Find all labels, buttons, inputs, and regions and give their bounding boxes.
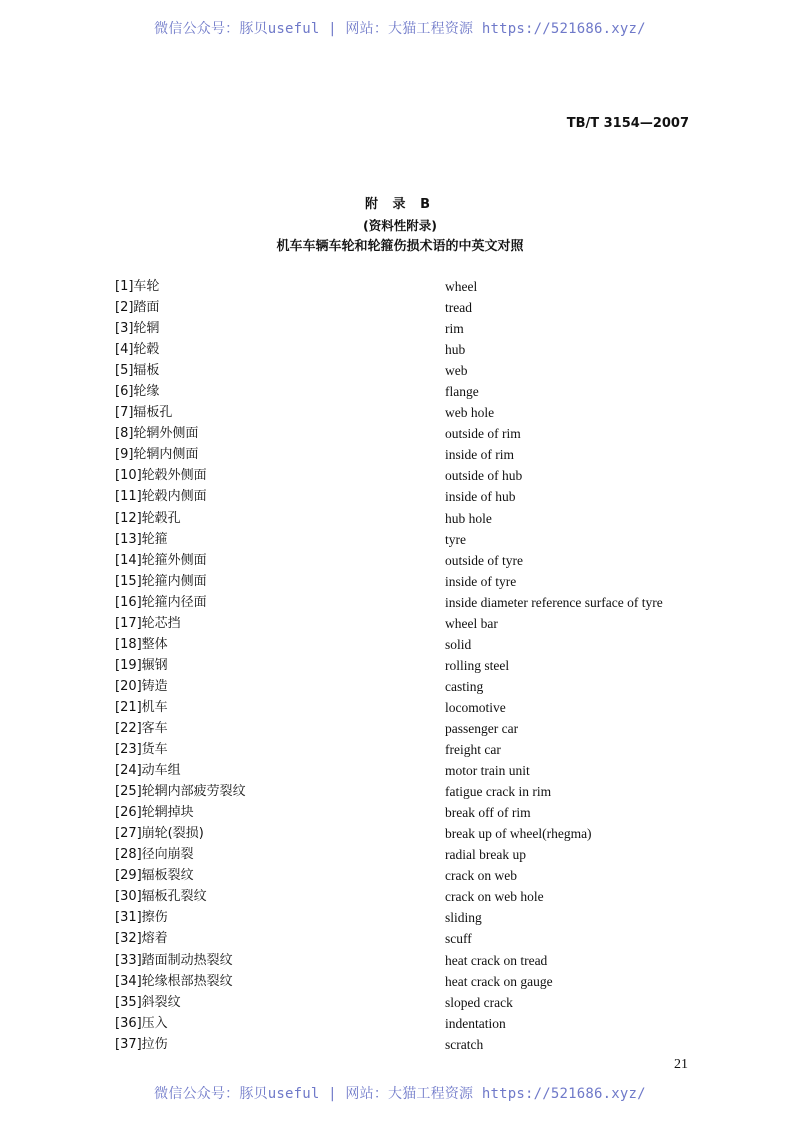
term-row <box>115 529 715 550</box>
term-english: hub hole <box>445 510 492 526</box>
term-chinese: [1]车轮 <box>115 279 160 294</box>
term-english: web <box>445 363 468 379</box>
term-chinese: [18]整体 <box>115 636 168 652</box>
term-english: radial break up <box>445 847 526 863</box>
term-row <box>115 802 715 823</box>
term-english: outside of hub <box>445 468 523 484</box>
term-english: motor train unit <box>445 763 530 779</box>
term-chinese: [23]货车 <box>115 742 168 758</box>
term-english: solid <box>445 636 472 652</box>
term-row <box>115 550 715 571</box>
term-english: break off of rim <box>445 805 531 821</box>
term-row <box>115 781 715 802</box>
term-chinese: [30]辐板孔裂纹 <box>115 889 207 905</box>
term-chinese: [25]轮辋内部疲劳裂纹 <box>115 784 246 800</box>
term-chinese: [9]轮辋内侧面 <box>115 447 199 463</box>
term-english: indentation <box>445 1015 506 1031</box>
term-row <box>115 444 715 465</box>
term-row <box>115 339 715 360</box>
term-row <box>115 928 715 949</box>
term-chinese: [3]轮辋 <box>115 321 160 337</box>
term-row <box>115 508 715 529</box>
term-chinese: [24]动车组 <box>115 763 181 779</box>
term-row <box>115 613 715 634</box>
term-english: sliding <box>445 910 482 926</box>
term-row <box>115 823 715 844</box>
term-chinese: [8]轮辋外侧面 <box>115 426 199 442</box>
term-row <box>115 907 715 928</box>
term-row <box>115 486 715 507</box>
term-row <box>115 402 715 423</box>
term-chinese: [22]客车 <box>115 720 168 736</box>
term-english: heat crack on gauge <box>445 973 553 989</box>
term-english: scratch <box>445 1036 484 1052</box>
appendix-label: 附 录 B <box>365 197 435 212</box>
term-english: outside of rim <box>445 426 521 442</box>
term-english: flange <box>445 384 479 400</box>
term-row <box>115 634 715 655</box>
term-chinese: [13]轮箍 <box>115 531 168 547</box>
term-chinese: [12]轮毂孔 <box>115 510 181 526</box>
term-chinese: [35]斜裂纹 <box>115 994 181 1010</box>
term-english: wheel <box>445 279 478 294</box>
appendix-type: (资料性附录) <box>363 218 437 233</box>
term-row <box>115 276 715 297</box>
term-row <box>115 676 715 697</box>
term-chinese: [19]辗钢 <box>115 657 168 673</box>
page-number: 21 <box>674 1057 688 1072</box>
term-chinese: [2]踏面 <box>115 300 160 316</box>
term-english: inside diameter reference surface of tyre <box>445 594 663 610</box>
term-english: locomotive <box>445 699 506 715</box>
term-english: freight car <box>445 742 501 758</box>
term-chinese: [36]压入 <box>115 1015 168 1031</box>
term-english: inside of hub <box>445 489 516 505</box>
term-row <box>115 381 715 402</box>
term-chinese: [21]机车 <box>115 699 168 715</box>
watermark-bottom: 微信公众号：豚贝useful | 网站：大猫工程资源 https://521686.xyz/ <box>154 1086 646 1102</box>
term-chinese: [29]辐板裂纹 <box>115 868 194 884</box>
term-chinese: [16]轮箍内径面 <box>115 594 207 610</box>
term-english: web hole <box>445 405 495 421</box>
term-english: inside of rim <box>445 447 514 463</box>
term-english: rolling steel <box>445 657 510 673</box>
term-chinese: [32]熔着 <box>115 931 168 947</box>
term-chinese: [6]轮缘 <box>115 384 160 400</box>
term-english: crack on web hole <box>445 889 544 905</box>
term-chinese: [14]轮箍外侧面 <box>115 552 207 568</box>
term-row <box>115 886 715 907</box>
term-row <box>115 360 715 381</box>
term-english: scuff <box>445 931 472 947</box>
term-english: tread <box>445 300 472 316</box>
term-english: inside of tyre <box>445 573 517 589</box>
appendix-title: 机车车辆车轮和轮箍伤损术语的中英文对照 <box>276 239 524 254</box>
term-row <box>115 971 715 992</box>
term-chinese: [31]擦伤 <box>115 910 168 926</box>
term-row <box>115 992 715 1013</box>
term-english: wheel bar <box>445 615 498 631</box>
term-chinese: [10]轮毂外侧面 <box>115 468 207 484</box>
term-chinese: [34]轮缘根部热裂纹 <box>115 973 233 989</box>
term-english: heat crack on tread <box>445 952 548 968</box>
term-row <box>115 423 715 444</box>
term-row <box>115 697 715 718</box>
term-row <box>115 950 715 971</box>
term-chinese: [17]轮芯挡 <box>115 615 181 631</box>
term-chinese: [20]铸造 <box>115 678 168 694</box>
term-row <box>115 592 715 613</box>
term-list <box>115 276 715 1055</box>
term-english: break up of wheel(rhegma) <box>445 826 592 842</box>
term-chinese: [28]径向崩裂 <box>115 847 194 863</box>
term-row <box>115 571 715 592</box>
term-chinese: [27]崩轮(裂损) <box>115 826 204 842</box>
term-english: sloped crack <box>445 994 513 1010</box>
term-row <box>115 297 715 318</box>
term-row <box>115 1034 715 1055</box>
term-chinese: [26]轮辋掉块 <box>115 805 194 821</box>
term-row <box>115 1013 715 1034</box>
term-row <box>115 465 715 486</box>
term-row <box>115 739 715 760</box>
term-chinese: [33]踏面制动热裂纹 <box>115 952 233 968</box>
term-english: casting <box>445 678 484 694</box>
term-english: passenger car <box>445 720 519 736</box>
term-english: fatigue crack in rim <box>445 784 552 800</box>
term-english: hub <box>445 342 466 358</box>
term-chinese: [7]辐板孔 <box>115 405 173 421</box>
term-row <box>115 318 715 339</box>
term-row <box>115 760 715 781</box>
term-chinese: [15]轮箍内侧面 <box>115 573 207 589</box>
term-row <box>115 844 715 865</box>
standard-number: TB/T 3154—2007 <box>566 116 689 131</box>
term-row <box>115 865 715 886</box>
term-chinese: [5]辐板 <box>115 363 160 379</box>
term-english: tyre <box>445 531 466 547</box>
term-chinese: [37]拉伤 <box>115 1036 168 1052</box>
term-chinese: [4]轮毂 <box>115 342 160 358</box>
term-english: crack on web <box>445 868 517 884</box>
term-row <box>115 655 715 676</box>
term-row <box>115 718 715 739</box>
term-chinese: [11]轮毂内侧面 <box>115 489 207 505</box>
watermark-top: 微信公众号：豚贝useful | 网站：大猫工程资源 https://521686.xyz/ <box>154 21 646 37</box>
term-english: outside of tyre <box>445 552 523 568</box>
term-english: rim <box>445 321 464 337</box>
